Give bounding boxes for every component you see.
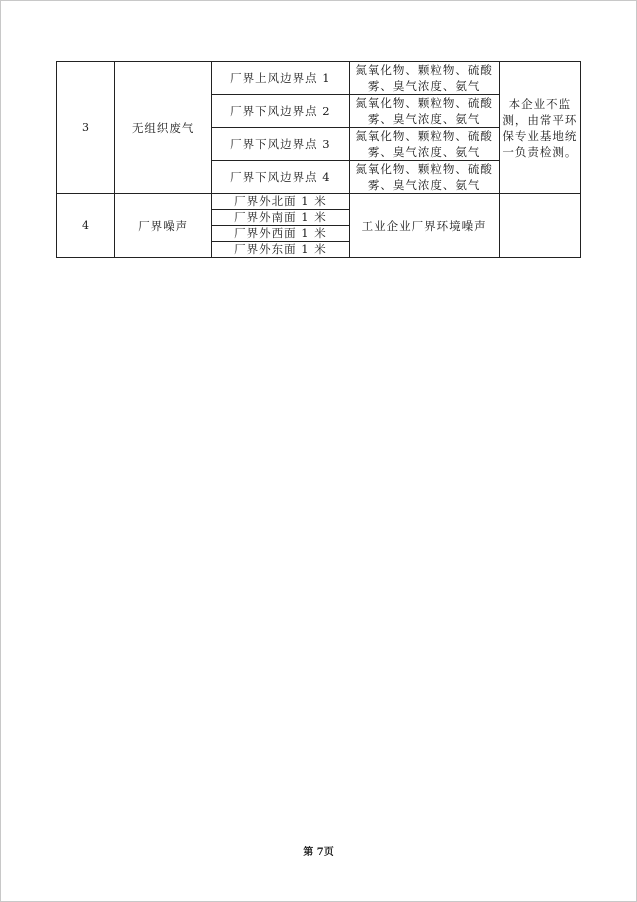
monitoring-table xyxy=(56,61,581,258)
monitoring-point: 厂界外西面 1 米 xyxy=(212,226,349,242)
row-note: 本企业不监测，由常平环保专业基地统一负责检测。 xyxy=(499,62,580,194)
monitoring-item: 工业企业厂界环境噪声 xyxy=(349,194,499,258)
monitoring-item: 氮氧化物、颗粒物、硫酸雾、臭气浓度、氨气 xyxy=(349,161,499,194)
row-note xyxy=(499,194,580,258)
table-row xyxy=(57,62,581,95)
monitoring-point: 厂界外南面 1 米 xyxy=(212,210,349,226)
row-index: 3 xyxy=(57,62,115,194)
monitoring-item: 氮氧化物、颗粒物、硫酸雾、臭气浓度、氨气 xyxy=(349,128,499,161)
monitoring-point: 厂界外东面 1 米 xyxy=(212,242,349,258)
page-number: 第 7页 xyxy=(303,847,334,858)
monitoring-item: 氮氧化物、颗粒物、硫酸雾、臭气浓度、氨气 xyxy=(349,62,499,95)
monitoring-point: 厂界下风边界点 3 xyxy=(212,128,349,161)
row-category: 厂界噪声 xyxy=(115,194,212,258)
monitoring-point: 厂界外北面 1 米 xyxy=(212,194,349,210)
monitoring-item: 氮氧化物、颗粒物、硫酸雾、臭气浓度、氨气 xyxy=(349,95,499,128)
table-row xyxy=(57,194,581,210)
monitoring-point: 厂界上风边界点 1 xyxy=(212,62,349,95)
monitoring-point: 厂界下风边界点 4 xyxy=(212,161,349,194)
monitoring-point: 厂界下风边界点 2 xyxy=(212,95,349,128)
row-category: 无组织废气 xyxy=(115,62,212,194)
row-index: 4 xyxy=(57,194,115,258)
